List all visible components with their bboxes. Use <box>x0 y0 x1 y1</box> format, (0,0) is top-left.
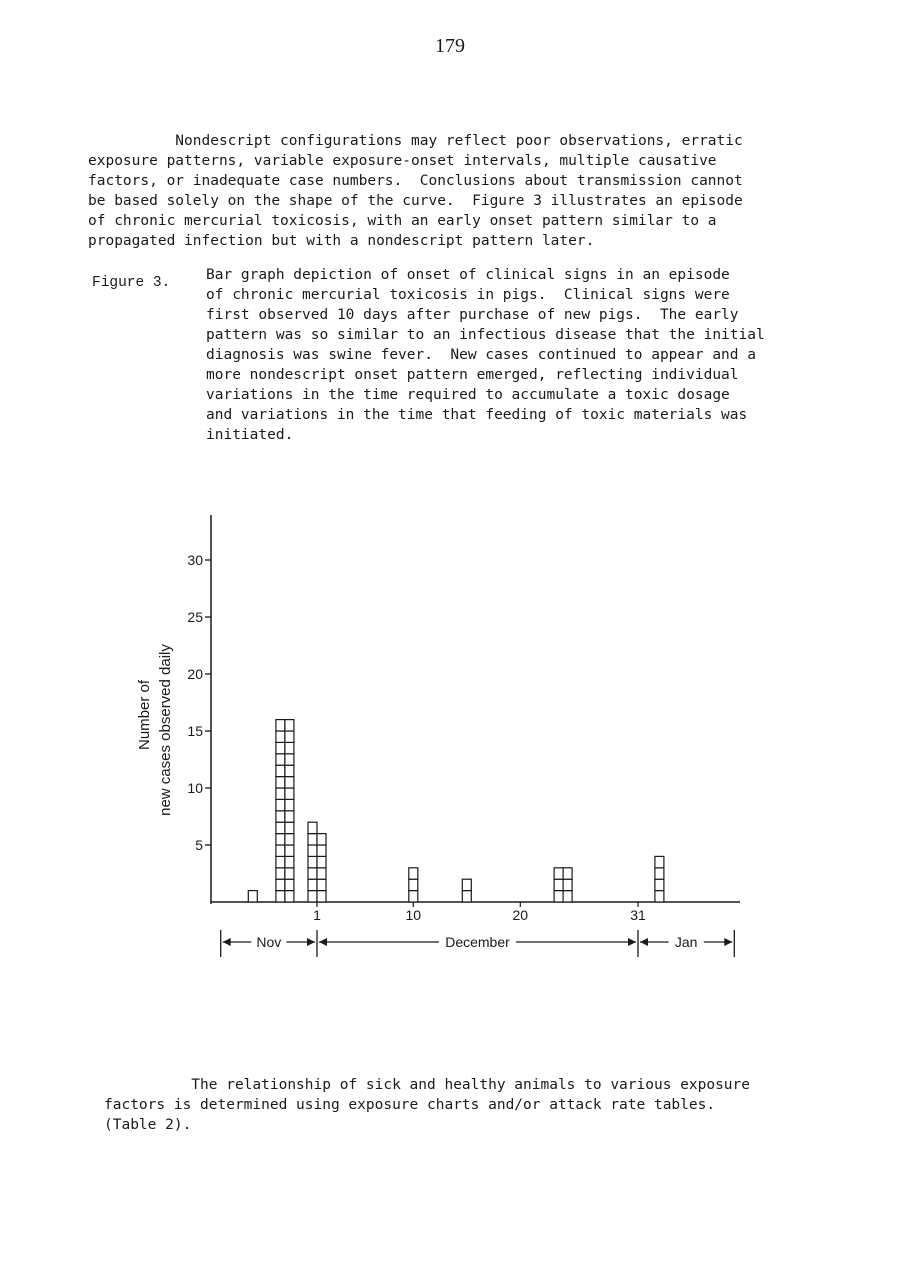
case-box <box>285 720 294 731</box>
case-box <box>276 879 285 890</box>
case-box <box>462 879 471 890</box>
case-box <box>276 765 285 776</box>
y-tick-label: 20 <box>187 666 203 682</box>
caption-line: more nondescript onset pattern emerged, reflecting individual <box>206 367 739 383</box>
case-box <box>563 891 572 902</box>
case-box <box>285 777 294 788</box>
period-arrowhead-left <box>223 938 231 946</box>
y-tick-label: 15 <box>187 723 203 739</box>
y-tick-label: 10 <box>187 780 203 796</box>
case-box <box>285 856 294 867</box>
case-box <box>655 879 664 890</box>
closing-paragraph <box>104 1075 750 1135</box>
case-box <box>317 856 326 867</box>
case-box <box>276 822 285 833</box>
x-tick-label: 31 <box>630 907 646 923</box>
case-box <box>655 891 664 902</box>
page-number: 179 <box>435 35 465 57</box>
case-box <box>409 879 418 890</box>
case-box <box>308 845 317 856</box>
case-box <box>285 788 294 799</box>
period-arrowhead-left <box>319 938 327 946</box>
case-box <box>317 891 326 902</box>
figure-label: Figure 3. <box>92 275 171 291</box>
period-arrowhead-left <box>640 938 648 946</box>
case-box <box>285 811 294 822</box>
case-box <box>655 868 664 879</box>
period-label: Jan <box>674 934 698 950</box>
caption-line: variations in the time required to accumulate a toxic dosage <box>206 387 730 403</box>
caption-line: pattern was so similar to an infectious disease that the initial <box>206 327 765 343</box>
case-box <box>285 879 294 890</box>
case-box <box>285 891 294 902</box>
case-box <box>285 834 294 845</box>
caption-line: Bar graph depiction of onset of clinical signs in an episode <box>206 267 730 283</box>
case-box <box>276 845 285 856</box>
case-box <box>317 868 326 879</box>
closing-line: The relationship of sick and healthy animals to various exposure <box>104 1077 751 1093</box>
caption-line: of chronic mercurial toxicosis in pigs. Clinical signs were <box>206 287 730 303</box>
case-box <box>276 799 285 810</box>
case-box <box>308 879 317 890</box>
case-box <box>285 822 294 833</box>
intro-line: exposure patterns, variable exposure-onset intervals, multiple causative <box>88 153 717 169</box>
case-box <box>276 788 285 799</box>
y-tick-label: 5 <box>195 837 203 853</box>
case-box <box>308 856 317 867</box>
case-box <box>276 754 285 765</box>
case-box <box>276 731 285 742</box>
case-box <box>285 754 294 765</box>
case-box <box>409 891 418 902</box>
case-box <box>563 879 572 890</box>
case-box <box>462 891 471 902</box>
case-box <box>276 868 285 879</box>
case-box <box>554 891 563 902</box>
caption-line: initiated. <box>206 427 294 443</box>
period-arrowhead-right <box>307 938 315 946</box>
case-box <box>276 742 285 753</box>
intro-line: of chronic mercurial toxicosis, with an early onset pattern similar to a <box>88 213 717 229</box>
closing-line: factors is determined using exposure charts and/or attack rate tables. <box>104 1097 716 1113</box>
y-axis-title-line2: new cases observed daily <box>157 644 174 816</box>
case-box <box>317 845 326 856</box>
case-box <box>285 742 294 753</box>
case-box <box>308 834 317 845</box>
intro-line: factors, or inadequate case numbers. Conclusions about transmission cannot <box>88 173 743 189</box>
period-arrowhead-right <box>724 938 732 946</box>
intro-line: be based solely on the shape of the curve. Figure 3 illustrates an episode <box>88 193 743 209</box>
period-label: December <box>445 934 510 950</box>
case-box <box>248 891 257 902</box>
case-box <box>276 777 285 788</box>
intro-line: propagated infection but with a nondescript pattern later. <box>88 233 595 249</box>
caption-line: diagnosis was swine fever. New cases continued to appear and a <box>206 347 756 363</box>
intro-line: Nondescript configurations may reflect poor observations, erratic <box>88 133 743 149</box>
closing-line: (Table 2). <box>104 1117 192 1133</box>
x-tick-label: 1 <box>313 907 321 923</box>
period-label: Nov <box>256 934 282 950</box>
case-box <box>276 834 285 845</box>
case-box <box>317 879 326 890</box>
case-box <box>308 891 317 902</box>
case-box <box>276 720 285 731</box>
case-box <box>285 731 294 742</box>
case-box <box>554 879 563 890</box>
case-box <box>409 868 418 879</box>
caption-line: and variations in the time that feeding of toxic materials was <box>206 407 748 423</box>
case-box <box>563 868 572 879</box>
case-box <box>285 799 294 810</box>
case-box <box>285 845 294 856</box>
case-box <box>276 891 285 902</box>
case-box <box>285 765 294 776</box>
period-arrowhead-right <box>628 938 636 946</box>
x-tick-label: 20 <box>512 907 529 923</box>
y-tick-label: 25 <box>187 609 203 625</box>
case-box <box>276 811 285 822</box>
y-axis-title-line1: Number of <box>136 679 153 751</box>
case-box <box>276 856 285 867</box>
caption-line: first observed 10 days after purchase of new pigs. The early <box>206 307 739 323</box>
x-tick-label: 10 <box>405 907 422 923</box>
case-box <box>308 868 317 879</box>
case-box <box>655 856 664 867</box>
case-box <box>554 868 563 879</box>
y-tick-label: 30 <box>187 552 203 568</box>
case-box <box>308 822 317 833</box>
case-box <box>317 834 326 845</box>
case-box <box>285 868 294 879</box>
